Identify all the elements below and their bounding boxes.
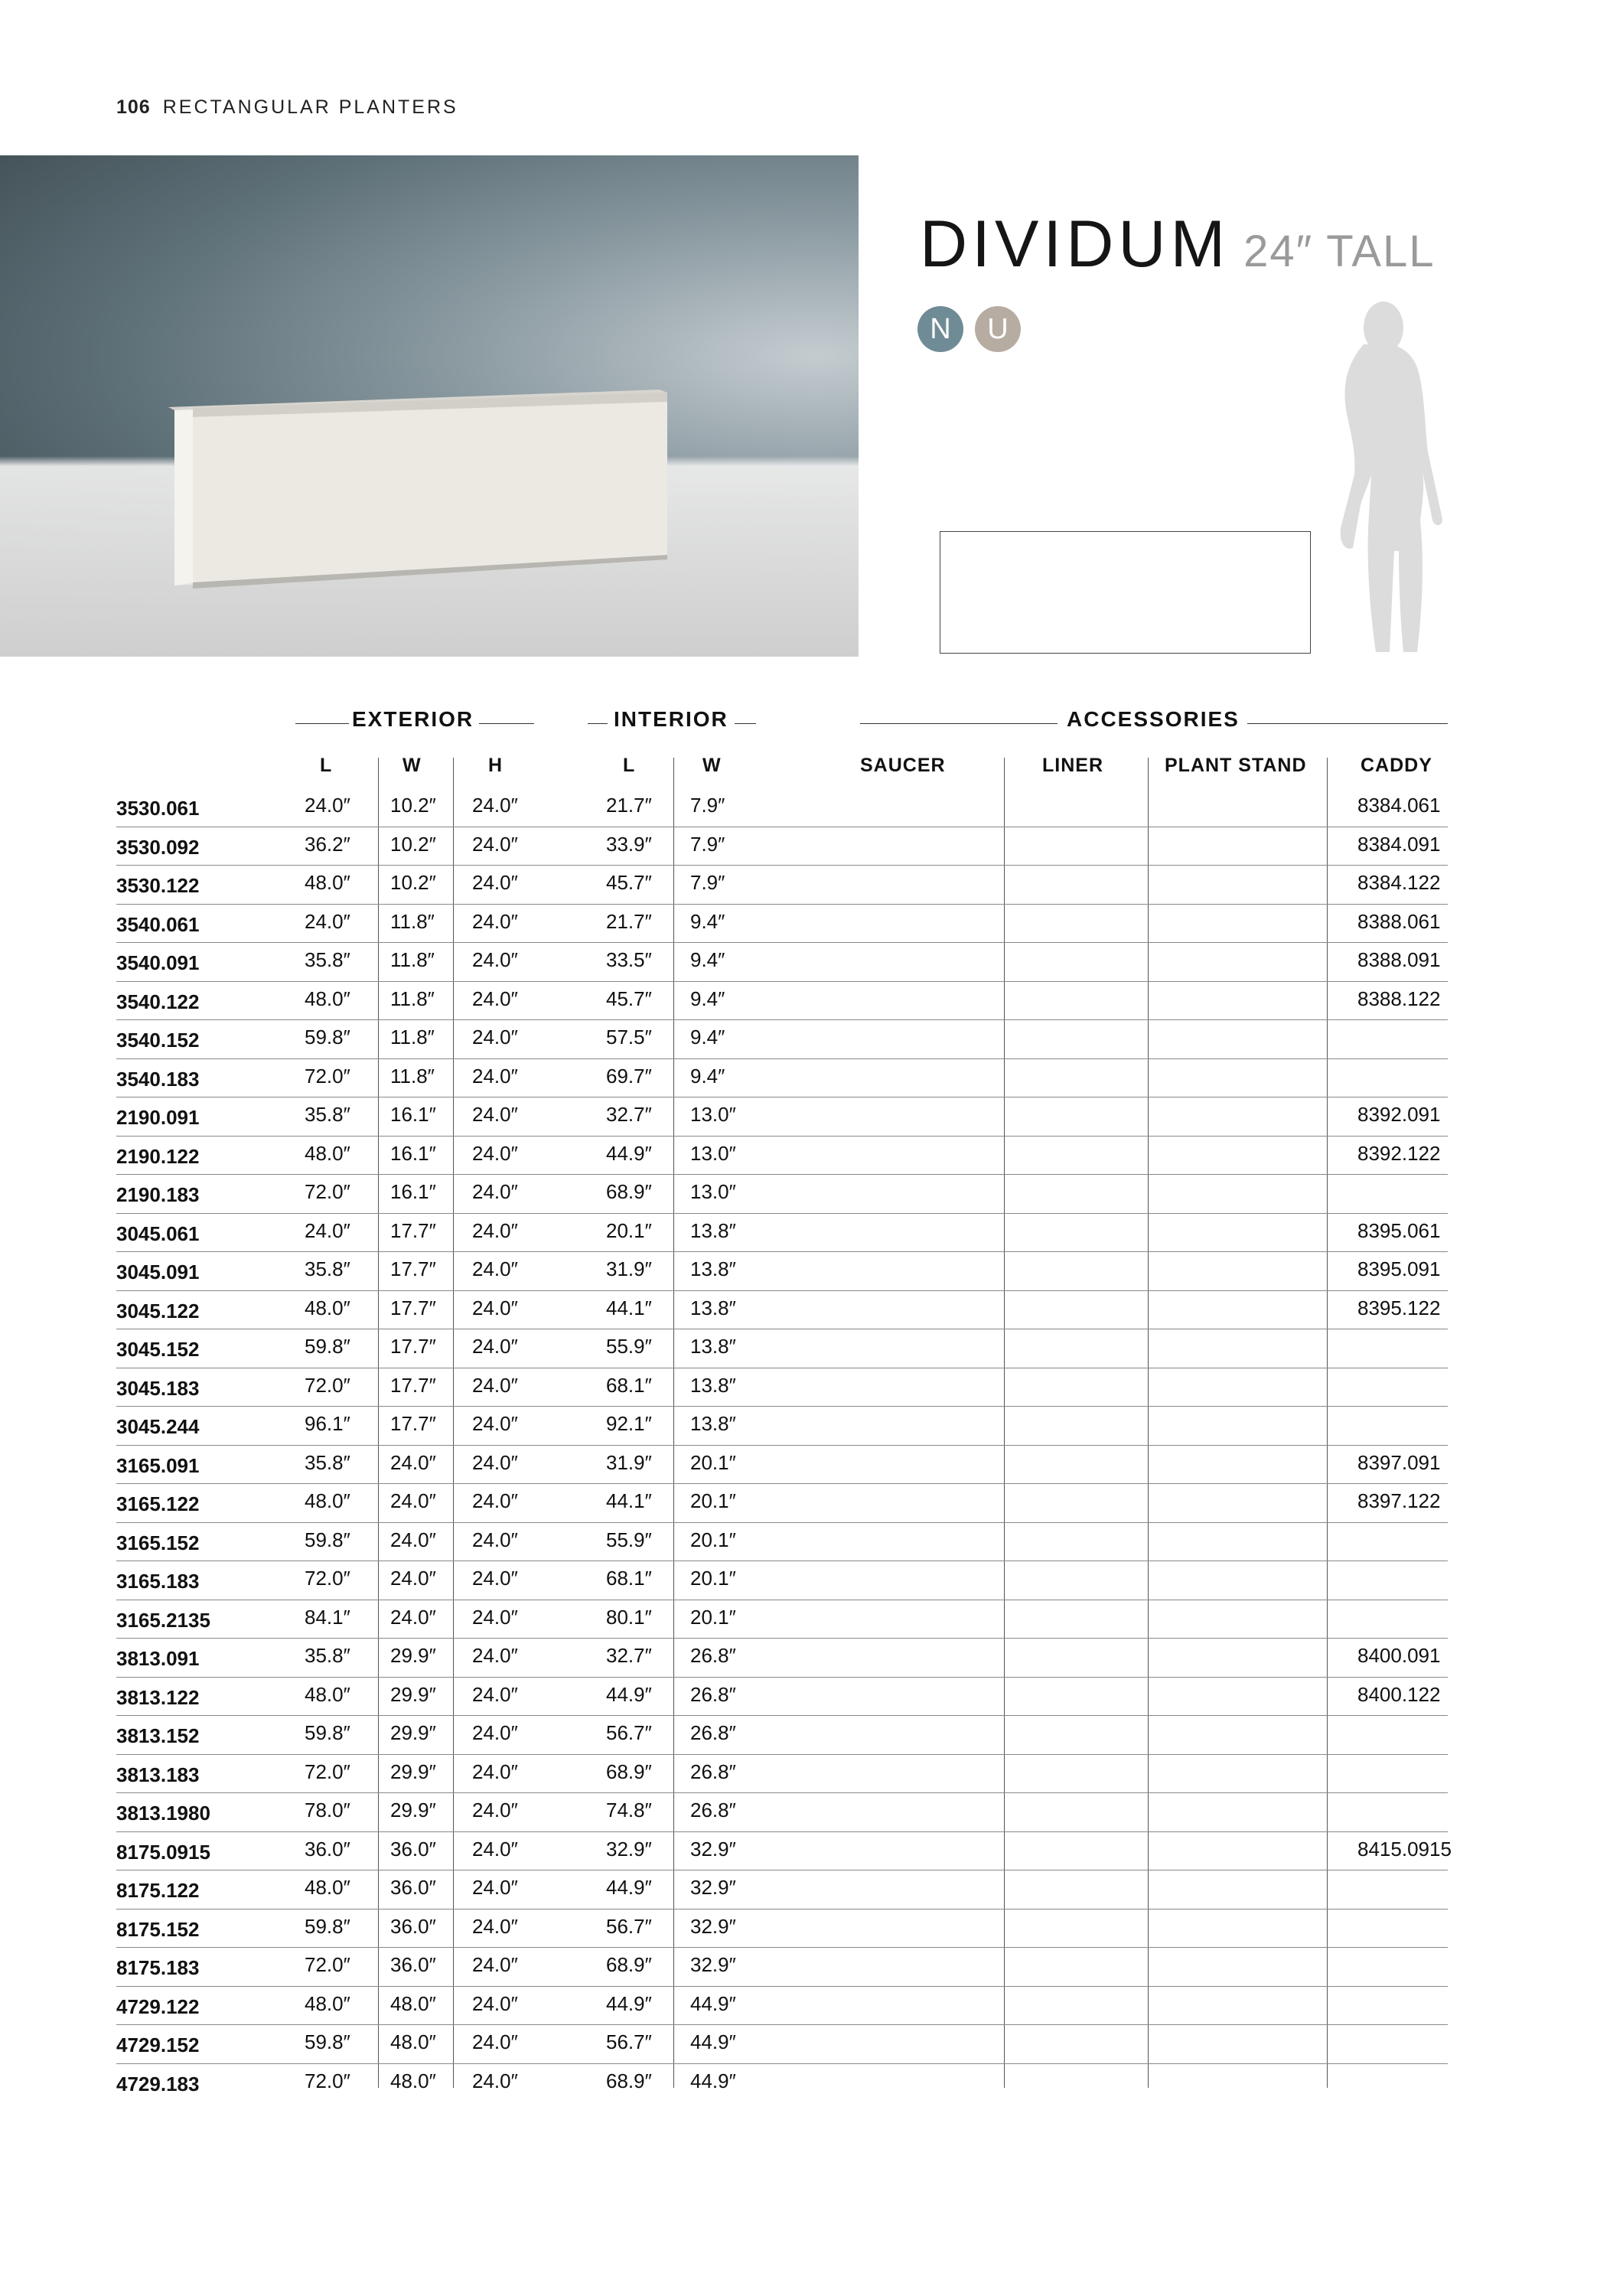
int-width-cell: 20.1″ <box>690 1450 736 1474</box>
int-width-cell: 13.8″ <box>690 1257 736 1280</box>
sku-cell: 2190.091 <box>116 1106 200 1129</box>
ext-width-cell: 24.0″ <box>390 1567 436 1590</box>
ext-length-cell: 59.8″ <box>305 1026 350 1049</box>
ext-height-cell: 24.0″ <box>472 1837 518 1861</box>
table-row <box>116 1214 1448 1253</box>
table-row <box>116 1059 1448 1098</box>
ext-width-cell: 11.8″ <box>390 1064 435 1088</box>
ext-length-cell: 48.0″ <box>305 1489 350 1512</box>
int-width-cell: 9.4″ <box>690 1064 725 1088</box>
ext-width-cell: 10.2″ <box>390 832 436 856</box>
ext-height-cell: 24.0″ <box>472 1180 518 1203</box>
ext-height-cell: 24.0″ <box>472 909 518 933</box>
int-length-cell: 44.1″ <box>606 1296 652 1319</box>
ext-width-cell: 17.7″ <box>390 1412 436 1435</box>
table-row <box>116 1523 1448 1562</box>
int-length-cell: 32.9″ <box>606 1837 652 1861</box>
int-width-cell: 7.9″ <box>690 794 725 817</box>
table-row <box>116 1175 1448 1214</box>
int-width-cell: 7.9″ <box>690 871 725 894</box>
table-row <box>116 788 1448 827</box>
table-row <box>116 1678 1448 1717</box>
int-length-cell: 45.7″ <box>606 871 652 894</box>
sku-cell: 8175.122 <box>116 1879 200 1902</box>
int-length-cell: 80.1″ <box>606 1605 652 1629</box>
ext-length-cell: 78.0″ <box>305 1799 350 1821</box>
int-width-cell: 44.9″ <box>690 2069 736 2092</box>
sku-cell: 3165.091 <box>116 1453 200 1477</box>
ext-height-cell: 24.0″ <box>472 871 518 894</box>
int-length-cell: 56.7″ <box>606 2030 652 2053</box>
sku-cell: 3045.152 <box>116 1338 200 1361</box>
int-length-cell: 32.7″ <box>606 1644 652 1667</box>
sku-cell: 3165.152 <box>116 1531 200 1554</box>
ext-height-cell: 24.0″ <box>472 1373 518 1397</box>
spec-table <box>116 788 1452 2102</box>
sku-cell: 8175.152 <box>116 1917 200 1941</box>
int-width-cell: 26.8″ <box>690 1721 736 1744</box>
ext-length-cell: 72.0″ <box>305 2069 350 2092</box>
table-row <box>116 1252 1448 1291</box>
product-name: DIVIDUM <box>920 207 1230 281</box>
sku-cell: 3540.183 <box>116 1067 200 1091</box>
col-int-w: W <box>702 755 722 776</box>
ext-length-cell: 72.0″ <box>305 1760 350 1783</box>
table-row <box>116 1600 1448 1639</box>
col-int-l: L <box>623 755 636 776</box>
ext-width-cell: 48.0″ <box>390 1991 436 2015</box>
ext-length-cell: 35.8″ <box>305 1103 350 1126</box>
page-header <box>116 96 458 119</box>
sku-cell: 3540.152 <box>116 1029 200 1052</box>
ext-width-cell: 29.9″ <box>390 1682 436 1706</box>
int-width-cell: 26.8″ <box>690 1760 736 1783</box>
int-length-cell: 21.7″ <box>606 909 652 933</box>
group-exterior-label: EXTERIOR <box>352 707 474 731</box>
ext-height-cell: 24.0″ <box>472 1914 518 1938</box>
table-row <box>116 1716 1448 1755</box>
ext-width-cell: 11.8″ <box>390 1026 435 1049</box>
col-caddy: CADDY <box>1361 755 1432 776</box>
caddy-cell: 8384.061 <box>1357 794 1441 817</box>
ext-width-cell: 29.9″ <box>390 1721 436 1744</box>
page-number: 106 <box>116 96 151 118</box>
int-width-cell: 26.8″ <box>690 1799 736 1821</box>
section-title: RECTANGULAR PLANTERS <box>162 96 458 118</box>
ext-width-cell: 36.0″ <box>390 1953 436 1976</box>
ext-height-cell: 24.0″ <box>472 2069 518 2092</box>
ext-width-cell: 16.1″ <box>390 1103 436 1126</box>
sku-cell: 3530.122 <box>116 874 200 897</box>
ext-height-cell: 24.0″ <box>472 2030 518 2053</box>
int-length-cell: 32.7″ <box>606 1103 652 1126</box>
table-row <box>116 1097 1448 1137</box>
int-width-cell: 13.0″ <box>690 1103 736 1126</box>
ext-length-cell: 48.0″ <box>305 1682 350 1706</box>
ext-length-cell: 48.0″ <box>305 1141 350 1165</box>
col-liner: LINER <box>1042 755 1103 776</box>
int-width-cell: 13.0″ <box>690 1141 736 1165</box>
int-length-cell: 33.9″ <box>606 832 652 856</box>
empty-frame <box>940 531 1311 654</box>
ext-height-cell: 24.0″ <box>472 1876 518 1899</box>
sku-cell: 8175.0915 <box>116 1840 210 1864</box>
ext-length-cell: 72.0″ <box>305 1373 350 1397</box>
table-row <box>116 2064 1448 2103</box>
sku-cell: 4729.183 <box>116 2072 200 2095</box>
table-row <box>116 1368 1448 1407</box>
int-width-cell: 20.1″ <box>690 1567 736 1590</box>
int-length-cell: 55.9″ <box>606 1335 652 1358</box>
sku-cell: 3045.183 <box>116 1376 200 1400</box>
ext-height-cell: 24.0″ <box>472 1257 518 1280</box>
table-row <box>116 1755 1448 1794</box>
table-row <box>116 1987 1448 2026</box>
int-width-cell: 13.8″ <box>690 1335 736 1358</box>
int-width-cell: 32.9″ <box>690 1876 736 1899</box>
int-length-cell: 68.1″ <box>606 1373 652 1397</box>
ext-length-cell: 72.0″ <box>305 1567 350 1590</box>
caddy-cell: 8397.122 <box>1357 1489 1441 1512</box>
int-width-cell: 9.4″ <box>690 987 725 1010</box>
table-row <box>116 1832 1452 1871</box>
ext-height-cell: 24.0″ <box>472 1026 518 1049</box>
ext-height-cell: 24.0″ <box>472 1953 518 1976</box>
ext-width-cell: 17.7″ <box>390 1257 436 1280</box>
ext-height-cell: 24.0″ <box>472 1064 518 1088</box>
sku-cell: 3540.061 <box>116 912 200 936</box>
table-row <box>116 866 1448 905</box>
int-length-cell: 21.7″ <box>606 794 652 817</box>
sku-cell: 3813.091 <box>116 1647 200 1670</box>
ext-width-cell: 48.0″ <box>390 2030 436 2053</box>
ext-width-cell: 11.8″ <box>390 909 435 933</box>
int-width-cell: 20.1″ <box>690 1528 736 1551</box>
ext-width-cell: 36.0″ <box>390 1914 436 1938</box>
table-row <box>116 1948 1448 1987</box>
ext-height-cell: 24.0″ <box>472 1528 518 1551</box>
ext-length-cell: 48.0″ <box>305 987 350 1010</box>
table-row <box>116 1137 1448 1176</box>
int-length-cell: 92.1″ <box>606 1412 652 1435</box>
int-length-cell: 44.9″ <box>606 1141 652 1165</box>
ext-length-cell: 59.8″ <box>305 1528 350 1551</box>
caddy-cell: 8400.091 <box>1357 1644 1441 1667</box>
int-length-cell: 33.5″ <box>606 948 652 971</box>
ext-length-cell: 48.0″ <box>305 871 350 894</box>
ext-width-cell: 17.7″ <box>390 1335 436 1358</box>
int-length-cell: 44.9″ <box>606 1682 652 1706</box>
ext-height-cell: 24.0″ <box>472 1141 518 1165</box>
sku-cell: 3540.122 <box>116 990 200 1013</box>
int-width-cell: 9.4″ <box>690 1026 725 1049</box>
ext-height-cell: 24.0″ <box>472 832 518 856</box>
sku-cell: 3813.183 <box>116 1763 200 1786</box>
sku-cell: 3813.122 <box>116 1685 200 1709</box>
int-width-cell: 9.4″ <box>690 948 725 971</box>
group-exterior <box>295 707 534 738</box>
col-saucer: SAUCER <box>860 755 946 776</box>
int-width-cell: 13.8″ <box>690 1296 736 1319</box>
ext-height-cell: 24.0″ <box>472 948 518 971</box>
caddy-cell: 8397.091 <box>1357 1450 1441 1474</box>
int-width-cell: 44.9″ <box>690 2030 736 2053</box>
table-row <box>116 905 1448 944</box>
int-length-cell: 20.1″ <box>606 1218 652 1242</box>
sku-cell: 3165.183 <box>116 1570 200 1593</box>
int-width-cell: 44.9″ <box>690 1991 736 2015</box>
table-row <box>116 1484 1448 1523</box>
ext-width-cell: 17.7″ <box>390 1373 436 1397</box>
ext-length-cell: 48.0″ <box>305 1876 350 1899</box>
ext-width-cell: 10.2″ <box>390 871 436 894</box>
ext-length-cell: 72.0″ <box>305 1953 350 1976</box>
int-width-cell: 32.9″ <box>690 1837 736 1861</box>
table-row <box>116 1291 1448 1330</box>
int-length-cell: 44.1″ <box>606 1489 652 1512</box>
ext-width-cell: 16.1″ <box>390 1141 436 1165</box>
ext-length-cell: 35.8″ <box>305 1450 350 1474</box>
int-length-cell: 44.9″ <box>606 1991 652 2015</box>
ext-length-cell: 24.0″ <box>305 909 350 933</box>
caddy-cell: 8400.122 <box>1357 1682 1441 1706</box>
caddy-cell: 8388.122 <box>1357 987 1441 1010</box>
ext-height-cell: 24.0″ <box>472 1489 518 1512</box>
group-accessories <box>860 707 1448 738</box>
ext-width-cell: 11.8″ <box>390 948 435 971</box>
sku-cell: 3045.061 <box>116 1221 200 1245</box>
int-length-cell: 57.5″ <box>606 1026 652 1049</box>
ext-length-cell: 35.8″ <box>305 948 350 971</box>
caddy-cell: 8392.091 <box>1357 1103 1441 1126</box>
ext-height-cell: 24.0″ <box>472 1605 518 1629</box>
ext-width-cell: 17.7″ <box>390 1296 436 1319</box>
ext-height-cell: 24.0″ <box>472 1218 518 1242</box>
ext-height-cell: 24.0″ <box>472 1644 518 1667</box>
badge-u: U <box>975 306 1021 352</box>
int-length-cell: 68.9″ <box>606 1760 652 1783</box>
int-width-cell: 20.1″ <box>690 1489 736 1512</box>
ext-height-cell: 24.0″ <box>472 1296 518 1319</box>
table-row <box>116 1329 1448 1368</box>
product-title <box>920 207 1436 282</box>
caddy-cell: 8384.091 <box>1357 832 1441 856</box>
ext-length-cell: 24.0″ <box>305 1218 350 1242</box>
sku-cell: 2190.183 <box>116 1183 200 1206</box>
ext-length-cell: 59.8″ <box>305 1721 350 1744</box>
ext-height-cell: 24.0″ <box>472 1567 518 1590</box>
int-length-cell: 68.9″ <box>606 1180 652 1203</box>
ext-length-cell: 96.1″ <box>305 1412 350 1435</box>
int-width-cell: 13.8″ <box>690 1218 736 1242</box>
caddy-cell: 8388.061 <box>1357 909 1441 933</box>
sku-cell: 3530.092 <box>116 835 200 859</box>
int-width-cell: 13.8″ <box>690 1373 736 1397</box>
sku-cell: 3165.122 <box>116 1492 200 1515</box>
ext-height-cell: 24.0″ <box>472 1103 518 1126</box>
ext-width-cell: 24.0″ <box>390 1605 436 1629</box>
caddy-cell: 8384.122 <box>1357 871 1441 894</box>
ext-height-cell: 24.0″ <box>472 1450 518 1474</box>
ext-height-cell: 24.0″ <box>472 1721 518 1744</box>
ext-length-cell: 59.8″ <box>305 1335 350 1358</box>
int-length-cell: 69.7″ <box>606 1064 652 1088</box>
sku-cell: 3165.2135 <box>116 1608 210 1632</box>
caddy-cell: 8392.122 <box>1357 1141 1441 1165</box>
sku-cell: 3540.091 <box>116 951 200 974</box>
int-width-cell: 13.0″ <box>690 1180 736 1203</box>
int-length-cell: 31.9″ <box>606 1450 652 1474</box>
int-length-cell: 74.8″ <box>606 1799 652 1821</box>
table-row <box>116 1020 1448 1059</box>
ext-length-cell: 48.0″ <box>305 1296 350 1319</box>
ext-width-cell: 29.9″ <box>390 1760 436 1783</box>
col-ext-h: H <box>488 755 504 776</box>
sku-cell: 3813.1980 <box>116 1802 210 1825</box>
int-length-cell: 55.9″ <box>606 1528 652 1551</box>
ext-length-cell: 36.0″ <box>305 1837 350 1861</box>
int-length-cell: 44.9″ <box>606 1876 652 1899</box>
int-width-cell: 32.9″ <box>690 1914 736 1938</box>
col-ext-w: W <box>402 755 422 776</box>
int-length-cell: 45.7″ <box>606 987 652 1010</box>
sku-cell: 3530.061 <box>116 797 200 820</box>
caddy-cell: 8395.091 <box>1357 1257 1441 1280</box>
sku-cell: 3045.091 <box>116 1261 200 1283</box>
table-row <box>116 1561 1448 1600</box>
ext-width-cell: 17.7″ <box>390 1218 436 1242</box>
ext-width-cell: 29.9″ <box>390 1644 436 1667</box>
ext-width-cell: 48.0″ <box>390 2069 436 2092</box>
ext-length-cell: 84.1″ <box>305 1605 350 1629</box>
ext-width-cell: 16.1″ <box>390 1180 436 1203</box>
ext-length-cell: 72.0″ <box>305 1064 350 1088</box>
planter-image <box>0 155 859 657</box>
int-length-cell: 56.7″ <box>606 1914 652 1938</box>
int-width-cell: 7.9″ <box>690 832 725 856</box>
caddy-cell: 8415.0915 <box>1357 1837 1452 1861</box>
sku-cell: 4729.122 <box>116 1994 200 2018</box>
ext-height-cell: 24.0″ <box>472 1335 518 1358</box>
ext-width-cell: 36.0″ <box>390 1876 436 1899</box>
caddy-cell: 8395.061 <box>1357 1218 1441 1242</box>
ext-height-cell: 24.0″ <box>472 794 518 817</box>
group-accessories-label: ACCESSORIES <box>1067 707 1240 731</box>
group-interior-label: INTERIOR <box>614 707 728 731</box>
ext-width-cell: 24.0″ <box>390 1450 436 1474</box>
caddy-cell: 8388.091 <box>1357 948 1441 971</box>
table-row <box>116 1639 1448 1678</box>
table-row <box>116 827 1448 866</box>
col-plant-stand: PLANT STAND <box>1165 755 1307 776</box>
ext-height-cell: 24.0″ <box>472 987 518 1010</box>
ext-width-cell: 36.0″ <box>390 1837 436 1861</box>
int-width-cell: 26.8″ <box>690 1644 736 1667</box>
int-width-cell: 26.8″ <box>690 1682 736 1706</box>
scale-figure-icon <box>1310 298 1448 658</box>
ext-height-cell: 24.0″ <box>472 1412 518 1435</box>
table-row <box>116 1870 1448 1910</box>
int-width-cell: 9.4″ <box>690 909 725 933</box>
ext-width-cell: 10.2″ <box>390 794 436 817</box>
ext-width-cell: 11.8″ <box>390 987 435 1010</box>
ext-length-cell: 59.8″ <box>305 1914 350 1938</box>
table-row <box>116 1407 1448 1446</box>
int-length-cell: 31.9″ <box>606 1257 652 1280</box>
ext-length-cell: 35.8″ <box>305 1257 350 1280</box>
sku-cell: 4729.152 <box>116 2033 200 2056</box>
ext-width-cell: 24.0″ <box>390 1528 436 1551</box>
badge-n: N <box>917 306 963 352</box>
caddy-cell: 8395.122 <box>1357 1296 1441 1319</box>
product-subtitle: 24″ TALL <box>1243 227 1436 276</box>
int-length-cell: 68.9″ <box>606 2069 652 2092</box>
ext-length-cell: 72.0″ <box>305 1180 350 1203</box>
col-ext-l: L <box>320 755 333 776</box>
int-length-cell: 68.9″ <box>606 1953 652 1976</box>
table-row <box>116 943 1448 982</box>
table-row <box>116 1793 1448 1832</box>
sku-cell: 3045.122 <box>116 1299 200 1322</box>
ext-width-cell: 24.0″ <box>390 1489 436 1512</box>
int-length-cell: 68.1″ <box>606 1567 652 1590</box>
ext-length-cell: 48.0″ <box>305 1991 350 2015</box>
table-row <box>116 1910 1448 1949</box>
ext-height-cell: 24.0″ <box>472 1799 518 1821</box>
int-length-cell: 56.7″ <box>606 1721 652 1744</box>
ext-length-cell: 35.8″ <box>305 1644 350 1667</box>
group-interior <box>588 707 756 738</box>
ext-length-cell: 59.8″ <box>305 2030 350 2053</box>
sku-cell: 3045.244 <box>116 1415 200 1438</box>
ext-height-cell: 24.0″ <box>472 1682 518 1706</box>
int-width-cell: 32.9″ <box>690 1953 736 1976</box>
ext-height-cell: 24.0″ <box>472 1991 518 2015</box>
ext-length-cell: 36.2″ <box>305 832 350 856</box>
table-row <box>116 1446 1448 1485</box>
int-width-cell: 13.8″ <box>690 1412 736 1435</box>
ext-length-cell: 24.0″ <box>305 794 350 817</box>
int-width-cell: 20.1″ <box>690 1605 736 1629</box>
sku-cell: 8175.183 <box>116 1956 200 1979</box>
sku-cell: 2190.122 <box>116 1144 200 1168</box>
table-row <box>116 982 1448 1021</box>
sku-cell: 3813.152 <box>116 1724 200 1747</box>
ext-width-cell: 29.9″ <box>390 1799 436 1821</box>
product-photo <box>0 155 859 657</box>
table-row <box>116 2025 1448 2064</box>
ext-height-cell: 24.0″ <box>472 1760 518 1783</box>
